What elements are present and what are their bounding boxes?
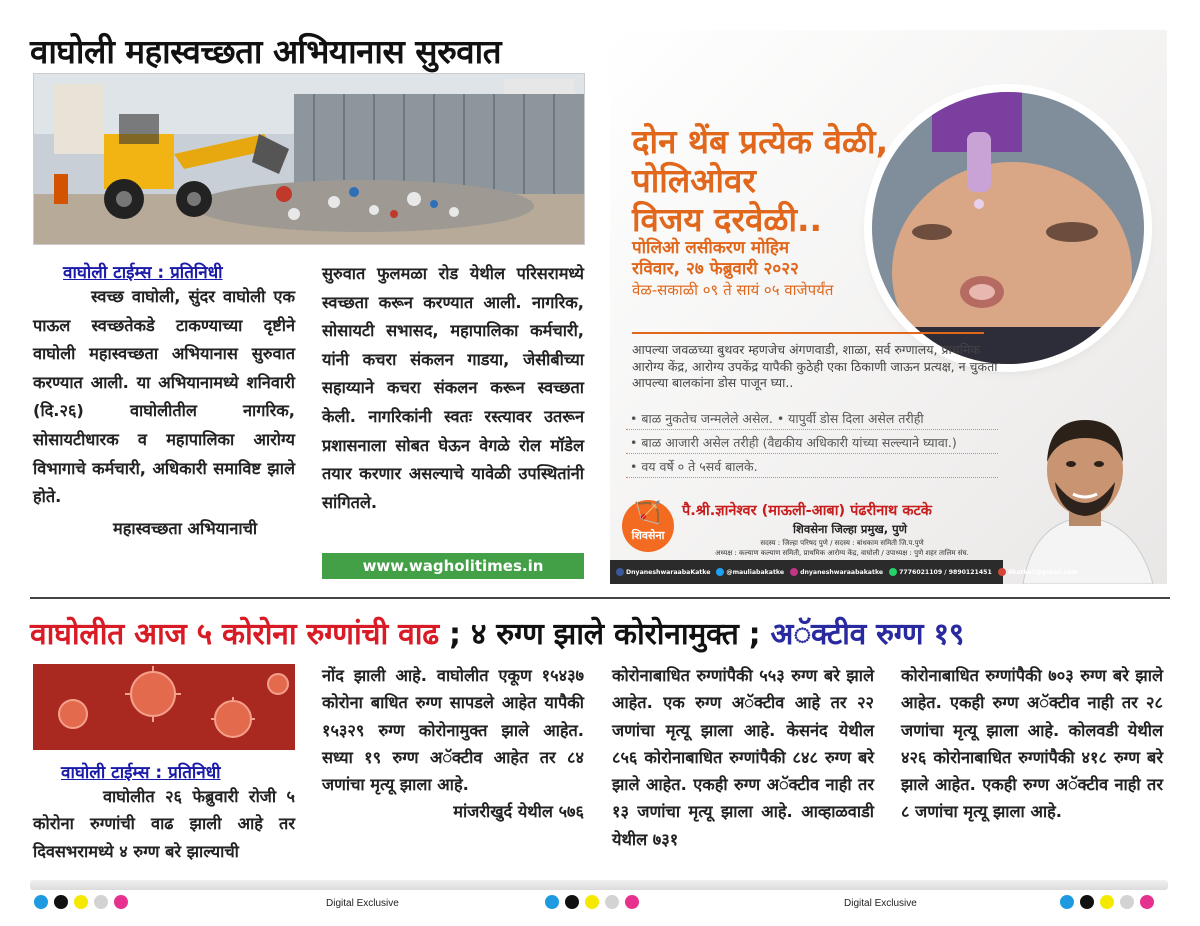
politician-post-1: सदस्य : जिल्हा परिषद पुणे / सदस्य : बांधकाम समिती जि.प.पुणे — [760, 539, 924, 547]
footer-label: Digital Exclusive — [844, 898, 917, 909]
phone-contact[interactable]: 7776021109 / 9890121451 — [889, 568, 992, 576]
covid-body-3: कोरोनाबाधित रुग्णांपैकी ५५३ रुग्ण बरे झाले आहेत. एक रुग्ण अॅक्टीव आहे तर २२ जणांचा मृत्यू झाला आहे. केसनंद येथील ८५६ कोरोनाबाधित रुग्णांपैकी ८४८ रुग्ण बरे झाले आहेत. एकही रुग्ण अॅक्टीव नाही तर १३ जणांचा मृत्यू झाला आहे. आव्हाळवाडी येथील ७३१ — [612, 666, 874, 849]
baby-polio-drop-photo — [872, 92, 1144, 364]
ad-time: वेळ-सकाळी ०९ ते सायं ०५ वाजेपर्यंत — [632, 281, 834, 299]
phone-icon — [889, 568, 897, 576]
instagram-icon — [790, 568, 798, 576]
cmyk-dot — [94, 895, 108, 909]
ad-date: रविवार, २७ फेब्रुवारी २०२२ — [632, 259, 799, 279]
covid-body-1: वाघोलीत २६ फेब्रुवारी रोजी ५ कोरोना रुग्णांची वाढ झाली आहे तर दिवसभरामध्ये ४ रुग्ण बरे झाल्याची — [33, 787, 295, 861]
baby-photo-illustration — [872, 92, 1144, 364]
email-icon — [998, 568, 1006, 576]
politician-post-2: अध्यक्ष : कल्याण कल्याण समिती, प्राथमिक आरोग्य केंद्र, वाघोली / उपाध्यक्ष : पुणे शहर तालिम संघ. — [715, 549, 969, 557]
twitter-icon — [716, 568, 724, 576]
footer-label: Digital Exclusive — [326, 898, 399, 909]
coronavirus-image — [33, 664, 295, 750]
headline-part-black: ; ४ रुग्ण झाले कोरोनामुक्त ; — [438, 617, 771, 652]
headline-part-red: वाघोलीत आज ५ कोरोना रुग्णांची वाढ — [30, 617, 439, 652]
portrait-illustration — [1003, 402, 1167, 584]
cmyk-dot — [545, 895, 559, 909]
ad-campaign: पोलिओ लसीकरण मोहिम — [632, 238, 790, 258]
cmyk-dot — [605, 895, 619, 909]
politician-portrait — [1003, 402, 1167, 584]
cmyk-dot — [54, 895, 68, 909]
jcb-garbage-scene — [34, 74, 585, 245]
social-contact-bar — [610, 560, 1079, 584]
ad-headline-line-3: विजय दरवेळी.. — [632, 200, 823, 239]
cmyk-dot — [1140, 895, 1154, 909]
virus-illustration — [33, 664, 295, 750]
article-body-1-tail: महास्वच्छता अभियानाची — [113, 518, 258, 538]
article-body-1: स्वच्छ वाघोली, सुंदर वाघोली एक पाऊल स्वच्छतेकडे टाकण्याच्या दृष्टीने वाघोली महास्वच्छता अभियानास सुरुवात करण्यात आली. या अभियानामध्ये शनिवारी (दि.२६) वाघोलीतील नागरिक, सोसायटीधारक व महापालिका आरोग्य विभागाचे कर्मचारी, अधिकारी समाविष्ट झाले होते. — [33, 287, 295, 507]
facebook-icon — [616, 568, 624, 576]
cmyk-dot — [1100, 895, 1114, 909]
logo-text: शिवसेना — [631, 529, 665, 542]
article-headline: वाघोली महास्वच्छता अभियानास सुरुवात — [30, 32, 502, 71]
instagram-contact[interactable]: dnyaneshwaraabakatke — [790, 568, 883, 576]
ad-divider — [632, 332, 984, 334]
politician-name: पै.श्री.ज्ञानेश्वर (माऊली-आबा) पंढरीनाथ कटके — [682, 503, 932, 519]
ad-bullet-list — [626, 408, 998, 480]
ad-bullet: • बाळ आजारी असेल तरीही (वैद्यकीय अधिकारी यांच्या सल्ल्याने घ्यावा.) — [626, 432, 998, 454]
cmyk-dot — [34, 895, 48, 909]
ad-headline — [632, 122, 892, 239]
color-registration-marks — [1060, 895, 1154, 909]
cmyk-dot — [114, 895, 128, 909]
color-registration-marks — [34, 895, 128, 909]
ad-bullet: • बाळ नुकतेच जन्मलेले असेल. • यापुर्वी डोस दिला असेल तरीही — [626, 408, 998, 430]
cleanup-photo — [33, 73, 585, 245]
cmyk-dot — [74, 895, 88, 909]
footer-bar — [30, 880, 1168, 890]
cmyk-dot — [565, 895, 579, 909]
ad-headline-line-1: दोन थेंब प्रत्येक वेळी, — [632, 122, 889, 161]
covid-byline: वाघोली टाईम्स : प्रतिनिधी — [61, 763, 221, 783]
headline-part-blue: अॅक्टीव रुग्ण १९ — [770, 617, 965, 652]
shivsena-logo: 🏹 शिवसेना — [622, 500, 674, 552]
cmyk-dot — [625, 895, 639, 909]
cmyk-dot — [585, 895, 599, 909]
email-contact[interactable]: dkatke7@gmail.com — [998, 568, 1078, 576]
covid-column-4 — [901, 662, 1163, 826]
article-body-2: सुरुवात फुलमळा रोड येथील परिसरामध्ये स्वच्छता करून करण्यात आली. नागरिक, सोसायटी सभासद, महापालिका कर्मचारी, यांनी कचरा संकलन गाडया, जेसीबीच्या सहाय्याने कचरा संकलन करून स्वच्छता केली. नागरिकांनी स्वतः रस्त्यावर उतरून प्रशासनाला सोबत घेऊन वेगळे रोल मॉडेल तयार करणार असल्याचे यावेळी उपस्थितांनी सांगितले. — [322, 264, 584, 512]
twitter-contact[interactable]: @mauliabakatke — [716, 568, 784, 576]
color-registration-marks — [545, 895, 639, 909]
article-byline: वाघोली टाईम्स : प्रतिनिधी — [63, 263, 223, 283]
ad-headline-line-2: पोलिओवर — [632, 161, 756, 200]
covid-body-2-tail: मांजरीखुर्द येथील ५७६ — [453, 802, 584, 822]
covid-column-2 — [322, 662, 584, 826]
facebook-contact[interactable]: DnyaneshwaraabaKatke — [616, 568, 710, 576]
cmyk-dot — [1080, 895, 1094, 909]
covid-column-1 — [33, 760, 295, 865]
ad-paragraph: आपल्या जवळच्या बुथवर म्हणजेच अंगणवाडी, शाळा, सर्व रुग्णालय, प्राथमिक आरोग्य केंद्र, आरोग्य उपकेंद्र यापैकी कुठेही एका ठिकाणी जाऊन प्रत्यक्ष, न चुकता आपल्या बालकांना डोस पाजून घ्या.. — [632, 342, 998, 390]
politician-role: शिवसेना जिल्हा प्रमुख, पुणे — [793, 522, 907, 536]
cmyk-dot — [1060, 895, 1074, 909]
covid-body-4: कोरोनाबाधित रुग्णांपैकी ७०३ रुग्ण बरे झाले आहेत. एकही रुग्ण अॅक्टीव नाही तर २८ जणांचा मृत्यू झाला आहे. कोलवडी येथील ४२६ कोरोनाबाधित रुग्णांपैकी ४१८ रुग्ण बरे झाले आहेत. एकही रुग्ण अॅक्टीव नाही तर ८ जणांचा मृत्यू झाला आहे. — [901, 666, 1163, 822]
article-column-2 — [322, 260, 584, 517]
cmyk-dot — [1120, 895, 1134, 909]
website-banner[interactable]: www.wagholitimes.in — [322, 553, 584, 579]
covid-headline — [30, 612, 1170, 653]
section-divider — [30, 597, 1170, 599]
ad-campaign-info — [632, 238, 892, 301]
covid-column-3 — [612, 662, 874, 853]
ad-bullet: • वय वर्षे ० ते ५सर्व बालके. — [626, 456, 998, 478]
covid-body-2: नोंद झाली आहे. वाघोलीत एकूण १५४३७ कोरोना बाधित रुग्ण सापडले आहेत यापैकी १५३२९ रुग्ण कोरोनामुक्त झाले आहेत. सध्या १९ रुग्ण अॅक्टीव आहेत तर ८४ जणांचा मृत्यू झाला आहे. — [322, 666, 584, 795]
article-column-1 — [33, 260, 295, 543]
polio-ad — [610, 30, 1167, 584]
